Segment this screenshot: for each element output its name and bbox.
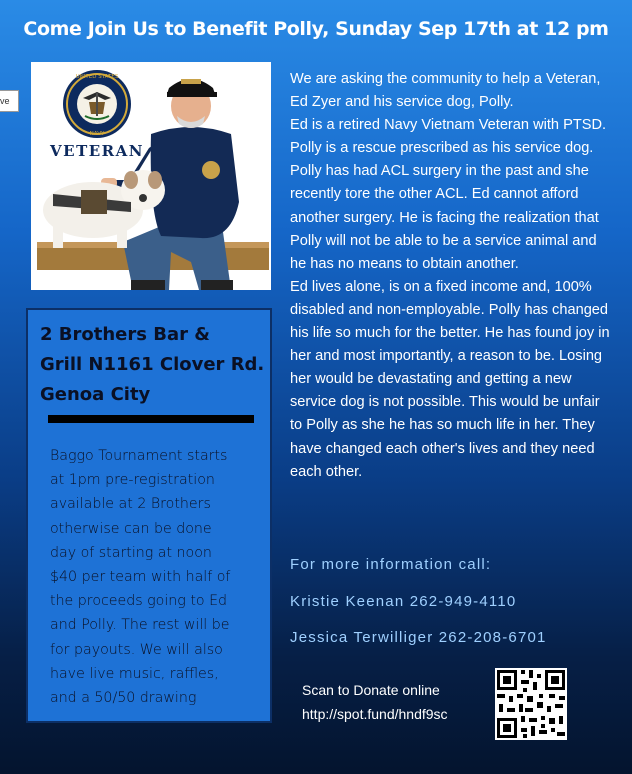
qr-code-icon[interactable] <box>495 668 567 740</box>
donate-label: Scan to Donate online <box>302 682 440 698</box>
contact-jessica: Jessica Terwilliger 262-208-6701 <box>290 629 547 646</box>
story-paragraph: We are asking the community to help a Veteran, Ed Zyer and his service dog, Polly. <box>290 71 601 111</box>
story-paragraph: Ed is a retired Navy Vietnam Veteran with PTSD. Polly is a rescue prescribed as his service dog. Polly has had ACL surgery in the past and she recently tore the other ACL. Ed cannot afford another surgery. He is facing the realization that Polly will not be able to be a service animal and he has no means to obtain another. <box>290 117 607 272</box>
event-line: and Polly. The rest will be <box>50 617 230 634</box>
event-line: $40 per team with half of <box>50 569 231 586</box>
event-line: and a 50/50 drawing <box>50 690 197 707</box>
venue-line: Genoa City <box>40 384 151 405</box>
venue-line: 2 Brothers Bar & <box>40 324 210 345</box>
contact-heading: For more information call: <box>290 556 492 573</box>
veteran-photo-art <box>31 62 271 290</box>
event-line: day of starting at noon <box>50 544 212 561</box>
event-info-box <box>26 308 272 723</box>
veteran-badge-text: VETERAN <box>50 142 144 160</box>
page-title: Come Join Us to Benefit Polly, Sunday Sep 17th at 12 pm <box>23 18 609 40</box>
event-line: otherwise can be done <box>50 520 212 537</box>
event-line: for payouts. We will also <box>50 641 223 658</box>
event-line: have live music, raffles, <box>50 665 219 682</box>
donate-info <box>302 678 448 726</box>
event-line: available at 2 Brothers <box>50 496 211 513</box>
event-line: the proceeds going to Ed <box>50 593 228 610</box>
navy-seal-icon <box>63 70 131 138</box>
event-line: Baggo Tournament starts <box>50 448 228 464</box>
donate-url[interactable]: http://spot.fund/hndf9sc <box>302 706 448 722</box>
svg-text:NAVY: NAVY <box>89 131 105 137</box>
veteran-photo <box>31 62 271 290</box>
event-line: at 1pm pre-registration <box>50 472 215 489</box>
venue-line: Grill N1161 Clover Rd. <box>40 354 265 375</box>
venue-address <box>40 320 270 410</box>
side-tab[interactable]: ve <box>0 90 19 112</box>
story-paragraph: Ed lives alone, is on a fixed income and, 100% disabled and non-employable. Polly has changed his life so much for the better. He has found joy in her and most importantly, a reason to be. Losing her would be devastating and getting a new service dog is not possible. This would be unfair to Polly as she he has so much life in her. They have changed each other's lives and they need each other. <box>290 278 610 480</box>
contact-kristie: Kristie Keenan 262-949-4110 <box>290 593 517 610</box>
svg-text:UNITED STATES: UNITED STATES <box>75 74 119 80</box>
event-details <box>50 444 264 710</box>
story-text <box>290 68 610 484</box>
divider <box>48 415 254 423</box>
